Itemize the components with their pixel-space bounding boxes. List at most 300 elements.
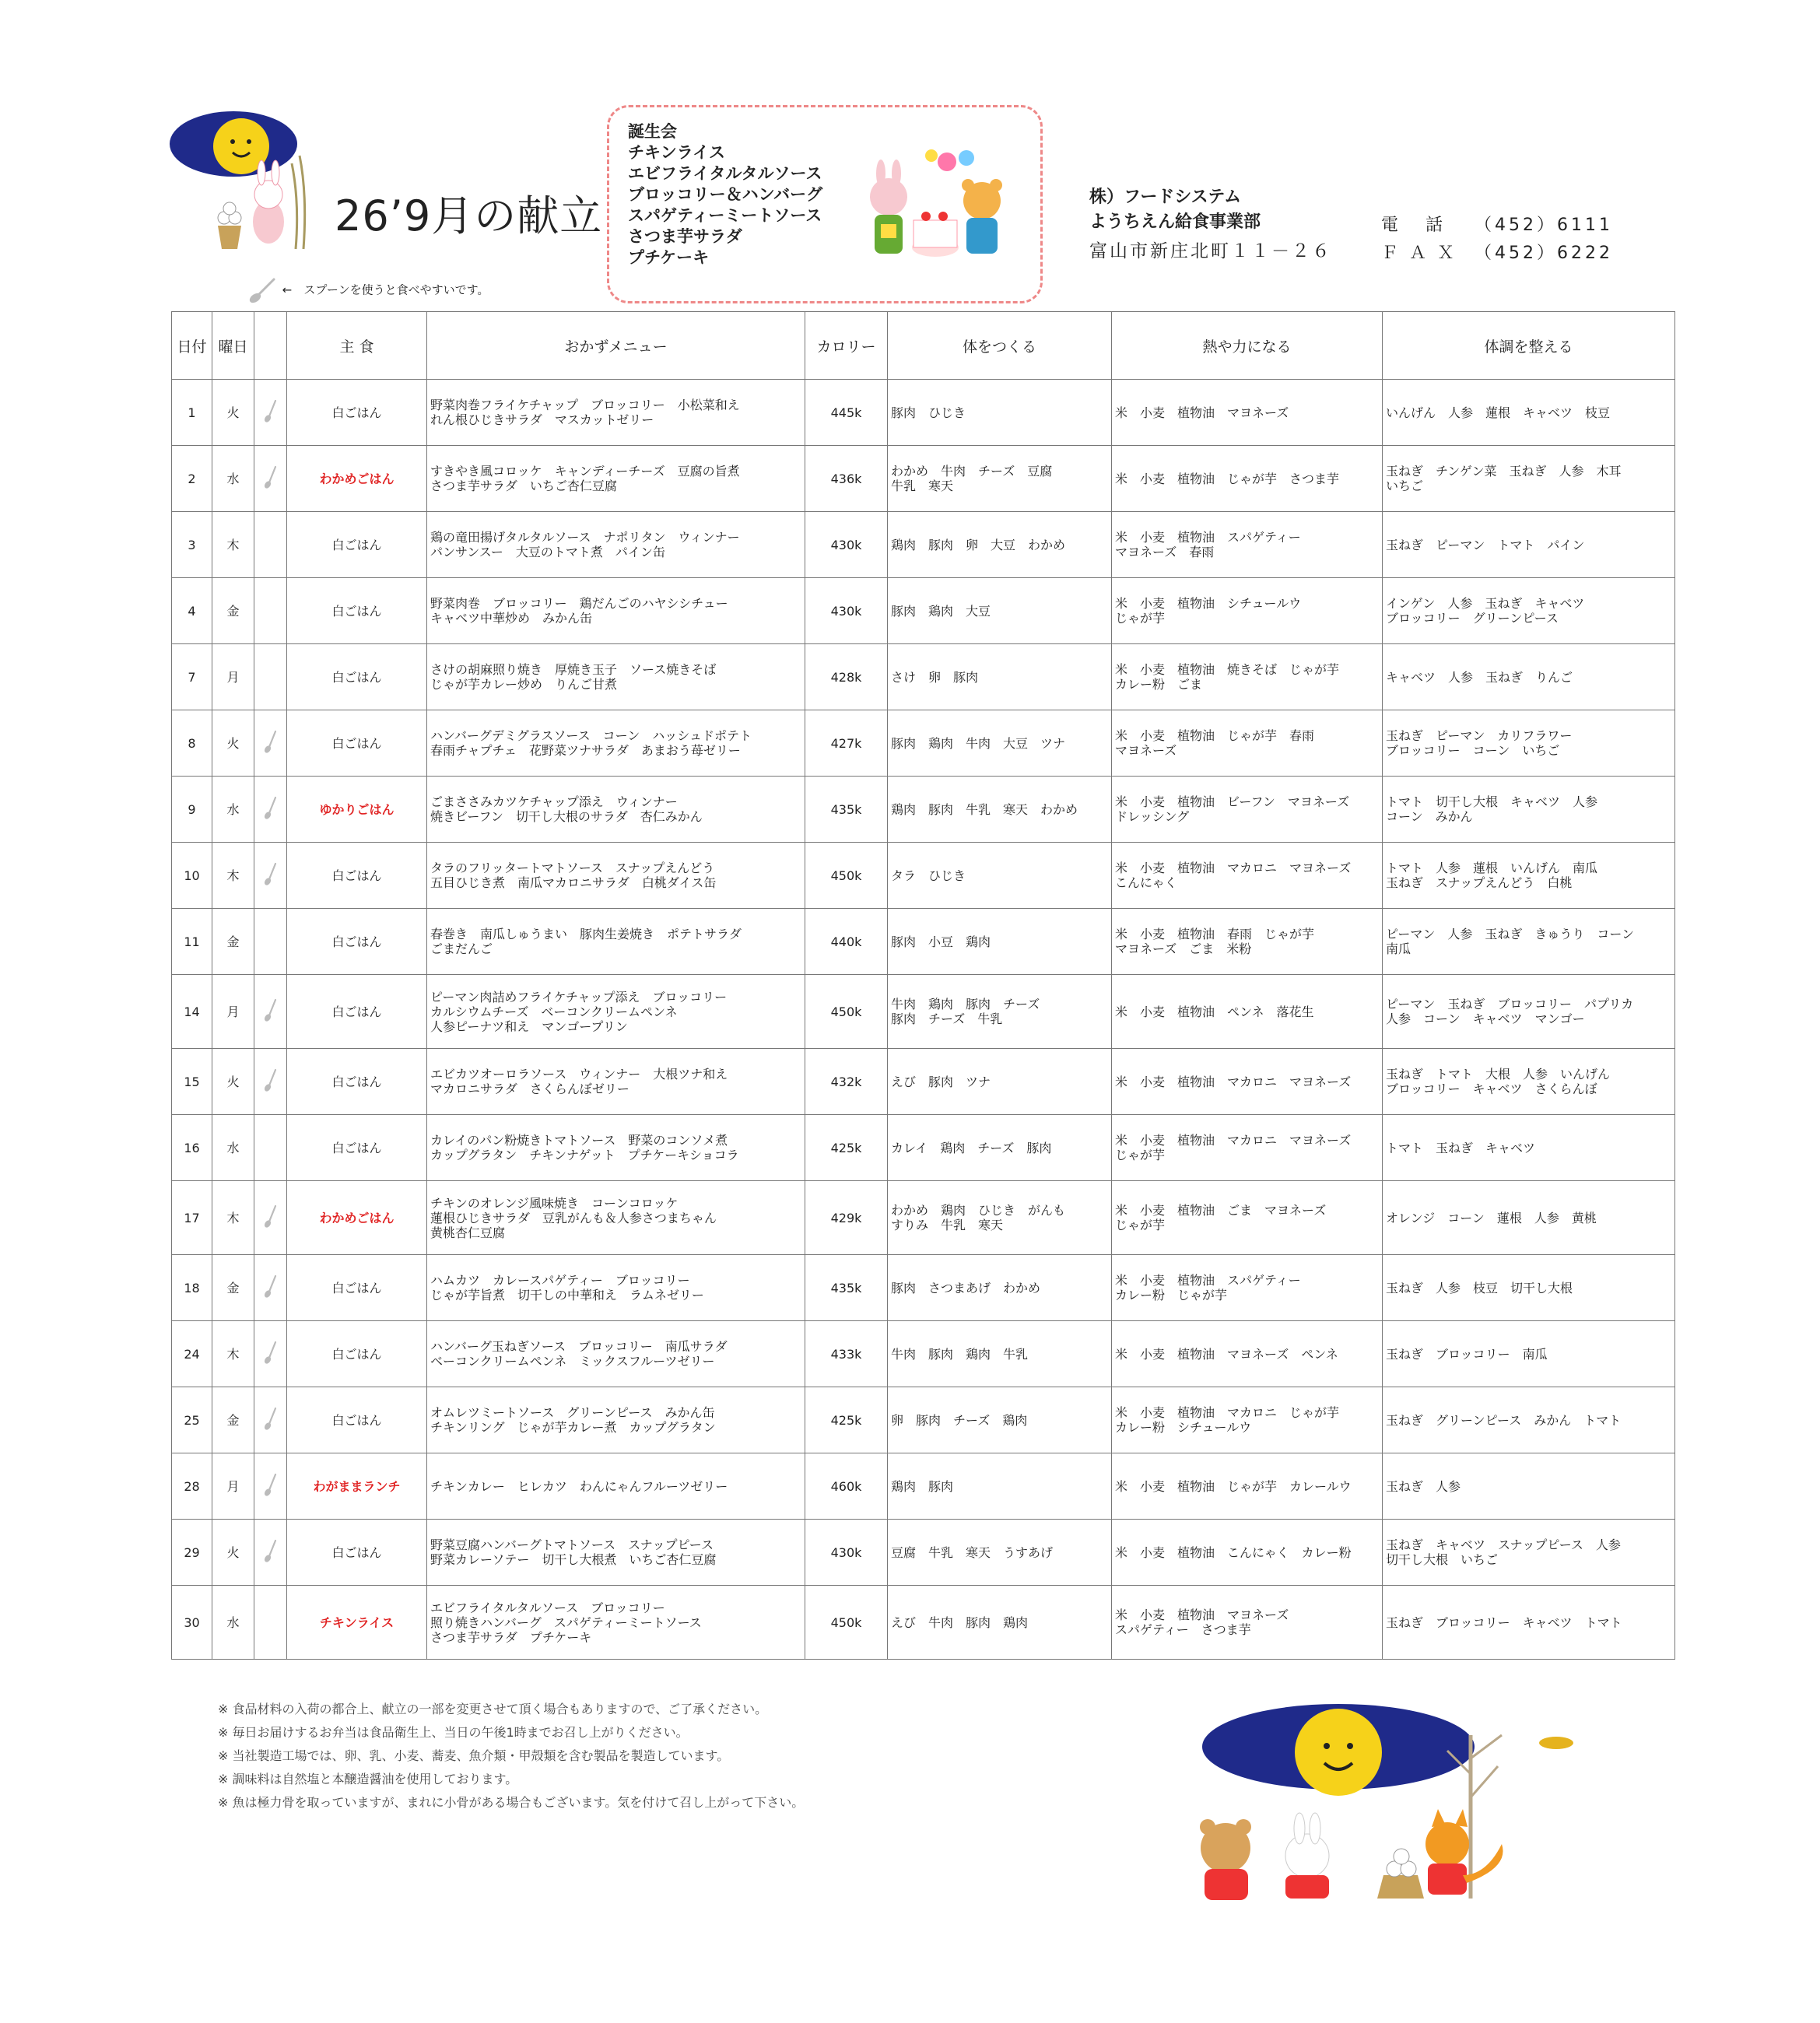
col-header-energy: 熱や力になる bbox=[1112, 312, 1383, 380]
cell-day: 17 bbox=[172, 1181, 212, 1255]
cell-body-line: 鶏肉 豚肉 卵 大豆 わかめ bbox=[891, 537, 1066, 552]
cell-body bbox=[888, 512, 1112, 578]
table-row bbox=[172, 710, 1675, 777]
cell-spoon bbox=[254, 1255, 287, 1321]
cell-calorie: 435k bbox=[805, 1255, 888, 1321]
cell-dishes-line: 照り焼きハンバーグ スパゲティーミートソース bbox=[430, 1615, 702, 1630]
rabbit-dango-illustration bbox=[210, 140, 319, 257]
table-row bbox=[172, 1520, 1675, 1586]
cell-dishes bbox=[427, 578, 805, 644]
fax-row bbox=[1381, 240, 1613, 268]
cell-energy bbox=[1112, 909, 1383, 975]
menu-table bbox=[171, 311, 1675, 1660]
cell-condition bbox=[1383, 578, 1675, 644]
cell-day: 8 bbox=[172, 710, 212, 777]
company-name: 株）フードシステム bbox=[1089, 188, 1242, 207]
cell-body-line: さけ 卵 豚肉 bbox=[891, 669, 979, 685]
spoon-icon bbox=[262, 875, 279, 890]
cell-dishes-line: 焼きビーフン 切干し大根のサラダ 杏仁みかん bbox=[430, 809, 703, 824]
cell-main-dish: 白ごはん bbox=[287, 644, 427, 710]
cell-energy bbox=[1112, 446, 1383, 512]
cell-spoon bbox=[254, 644, 287, 710]
fax-label: ＦＡＸ bbox=[1381, 244, 1466, 263]
cell-day: 15 bbox=[172, 1049, 212, 1115]
table-row bbox=[172, 975, 1675, 1049]
spoon-icon bbox=[262, 1552, 279, 1567]
cell-condition bbox=[1383, 710, 1675, 777]
cell-condition bbox=[1383, 1586, 1675, 1660]
cell-dishes-line: じゃが芋カレー炒め りんご甘煮 bbox=[430, 677, 618, 692]
spoon-icon bbox=[262, 1012, 279, 1026]
cell-dishes bbox=[427, 1181, 805, 1255]
cell-dishes-line: マカロニサラダ さくらんぼゼリー bbox=[430, 1082, 629, 1096]
cell-condition bbox=[1383, 446, 1675, 512]
cell-energy bbox=[1112, 1321, 1383, 1387]
cell-dishes-line: さつま芋サラダ いちご杏仁豆腐 bbox=[430, 479, 617, 493]
cell-main-dish: 白ごはん bbox=[287, 909, 427, 975]
cell-energy-line: 米 小麦 植物油 ごま マヨネーズ bbox=[1115, 1203, 1327, 1218]
cell-spoon bbox=[254, 446, 287, 512]
cell-body-line: 豚肉 小豆 鶏肉 bbox=[891, 934, 991, 949]
cell-body bbox=[888, 1586, 1112, 1660]
cell-energy-line: 米 小麦 植物油 マカロニ マヨネーズ bbox=[1115, 1133, 1352, 1148]
cell-dishes-line: チキンカレー ヒレカツ わんにゃんフルーツゼリー bbox=[430, 1478, 728, 1494]
cell-calorie: 450k bbox=[805, 843, 888, 909]
cell-energy bbox=[1112, 644, 1383, 710]
cell-condition-line: 玉ねぎ チンゲン菜 玉ねぎ 人参 木耳 bbox=[1386, 464, 1622, 479]
cell-condition-line: 玉ねぎ ピーマン トマト パイン bbox=[1386, 537, 1585, 552]
cell-weekday: 木 bbox=[212, 1181, 254, 1255]
note-line: ※ 食品材料の入荷の都合上、献立の一部を変更させて頂く場合もありますので、ご了承ください。 bbox=[218, 1702, 768, 1716]
cell-main-dish: 白ごはん bbox=[287, 1255, 427, 1321]
table-row bbox=[172, 843, 1675, 909]
cell-weekday: 月 bbox=[212, 975, 254, 1049]
cell-body bbox=[888, 380, 1112, 446]
cell-condition-line: ブロッコリー グリーンピース bbox=[1386, 611, 1559, 626]
cell-energy bbox=[1112, 1255, 1383, 1321]
cell-body bbox=[888, 1453, 1112, 1520]
moon-animals-illustration bbox=[1191, 1688, 1611, 1914]
cell-energy-line: 米 小麦 植物油 じゃが芋 さつま芋 bbox=[1115, 471, 1340, 486]
cell-energy bbox=[1112, 512, 1383, 578]
cell-weekday: 金 bbox=[212, 909, 254, 975]
cell-body bbox=[888, 777, 1112, 843]
cell-spoon bbox=[254, 1115, 287, 1181]
cell-condition-line: トマト 人参 蓮根 いんげん 南瓜 bbox=[1386, 861, 1598, 875]
cell-condition-line: ピーマン 人参 玉ねぎ きゅうり コーン bbox=[1386, 927, 1635, 941]
cell-weekday: 金 bbox=[212, 1255, 254, 1321]
col-header-dishes: おかずメニュー bbox=[427, 312, 805, 380]
cell-condition bbox=[1383, 644, 1675, 710]
col-header-body: 体をつくる bbox=[888, 312, 1112, 380]
cell-energy bbox=[1112, 710, 1383, 777]
cell-energy bbox=[1112, 1387, 1383, 1453]
cell-condition-line: 玉ねぎ キャベツ スナップピース 人参 bbox=[1386, 1537, 1621, 1552]
col-header-day: 日付 bbox=[172, 312, 212, 380]
cell-condition-line: 玉ねぎ 人参 bbox=[1386, 1478, 1461, 1494]
cell-dishes-line: 蓮根ひじきサラダ 豆乳がんも＆人参さつまちゃん bbox=[430, 1210, 717, 1225]
contact-info bbox=[1381, 212, 1613, 268]
cell-dishes-line: オムレツミートソース グリーンピース みかん缶 bbox=[430, 1405, 715, 1420]
cell-body-line: 鶏肉 豚肉 bbox=[891, 1478, 954, 1494]
cell-condition bbox=[1383, 843, 1675, 909]
cell-weekday: 火 bbox=[212, 380, 254, 446]
cell-dishes-line: ハンバーグデミグラスソース コーン ハッシュドポテト bbox=[430, 728, 752, 743]
birthday-menu-box bbox=[607, 105, 1043, 303]
cell-energy-line: じゃが芋 bbox=[1115, 1218, 1166, 1232]
cell-energy-line: 米 小麦 植物油 春雨 じゃが芋 bbox=[1115, 927, 1315, 941]
cell-main-dish: 白ごはん bbox=[287, 1115, 427, 1181]
cell-spoon bbox=[254, 1586, 287, 1660]
cell-weekday: 水 bbox=[212, 777, 254, 843]
cell-dishes-line: れん根ひじきサラダ マスカットゼリー bbox=[430, 412, 654, 427]
cell-dishes-line: 人参ピーナツ和え マンゴープリン bbox=[430, 1019, 628, 1034]
spoon-icon bbox=[262, 1288, 279, 1303]
cell-condition-line: 玉ねぎ ブロッコリー キャベツ トマト bbox=[1386, 1615, 1622, 1630]
cell-dishes-line: ハムカツ カレースパゲティー ブロッコリー bbox=[430, 1273, 690, 1288]
cell-calorie: 430k bbox=[805, 1520, 888, 1586]
cell-day: 25 bbox=[172, 1387, 212, 1453]
cell-energy-line: マヨネーズ 春雨 bbox=[1115, 545, 1215, 559]
cell-condition bbox=[1383, 909, 1675, 975]
cell-weekday: 木 bbox=[212, 1321, 254, 1387]
cell-calorie: 450k bbox=[805, 1586, 888, 1660]
cell-energy-line: マヨネーズ ごま 米粉 bbox=[1115, 941, 1252, 956]
cell-body bbox=[888, 843, 1112, 909]
cell-dishes bbox=[427, 1387, 805, 1453]
cell-body-line: わかめ 牛肉 チーズ 豆腐 bbox=[891, 464, 1053, 479]
birthday-menu-list bbox=[628, 121, 822, 268]
cell-spoon bbox=[254, 380, 287, 446]
tel-number: （452）6111 bbox=[1475, 216, 1613, 235]
col-header-main: 主 食 bbox=[287, 312, 427, 380]
cell-energy-line: 米 小麦 植物油 シチュールウ bbox=[1115, 596, 1302, 611]
table-row bbox=[172, 777, 1675, 843]
page-title: 26’9月の献立 bbox=[335, 191, 603, 240]
cell-dishes bbox=[427, 777, 805, 843]
cell-weekday: 月 bbox=[212, 1453, 254, 1520]
table-row bbox=[172, 1115, 1675, 1181]
cell-day: 30 bbox=[172, 1586, 212, 1660]
cell-dishes-line: チキンリング じゃが芋カレー煮 カップグラタン bbox=[430, 1420, 716, 1435]
spoon-icon bbox=[262, 479, 279, 493]
cell-condition bbox=[1383, 1255, 1675, 1321]
cell-spoon bbox=[254, 578, 287, 644]
cell-spoon bbox=[254, 1520, 287, 1586]
cell-dishes bbox=[427, 1049, 805, 1115]
note-line: ※ 毎日お届けするお弁当は食品衛生上、当日の午後1時までお召し上がりください。 bbox=[218, 1725, 689, 1740]
cell-condition-line: いんげん 人参 蓮根 キャベツ 枝豆 bbox=[1386, 405, 1611, 420]
birthday-menu-line: チキンライス bbox=[628, 143, 725, 162]
note-line: ※ 魚は極力骨を取っていますが、まれに小骨がある場合もございます。気を付けて召し上がって下さい。 bbox=[218, 1795, 805, 1810]
cell-body bbox=[888, 1321, 1112, 1387]
cell-calorie: 428k bbox=[805, 644, 888, 710]
birthday-menu-line: エビフライタルタルソース bbox=[628, 164, 822, 183]
cell-dishes bbox=[427, 1453, 805, 1520]
cell-calorie: 450k bbox=[805, 975, 888, 1049]
cell-energy-line: 米 小麦 植物油 ペンネ 落花生 bbox=[1115, 1004, 1314, 1019]
col-header-condition: 体調を整える bbox=[1383, 312, 1675, 380]
cell-condition-line: ブロッコリー キャベツ さくらんぼ bbox=[1386, 1082, 1597, 1096]
cell-spoon bbox=[254, 512, 287, 578]
cell-dishes-line: カップグラタン チキンナゲット プチケーキショコラ bbox=[430, 1148, 739, 1162]
cell-body bbox=[888, 1115, 1112, 1181]
cell-condition bbox=[1383, 975, 1675, 1049]
cell-day: 28 bbox=[172, 1453, 212, 1520]
cell-weekday: 火 bbox=[212, 710, 254, 777]
cell-calorie: 435k bbox=[805, 777, 888, 843]
cell-condition-line: キャベツ 人参 玉ねぎ りんご bbox=[1386, 669, 1573, 685]
table-row bbox=[172, 1181, 1675, 1255]
note-line: ※ 当社製造工場では、卵、乳、小麦、蕎麦、魚介類・甲殻類を含む製品を製造しています。 bbox=[218, 1748, 730, 1763]
cell-dishes-line: カルシウムチーズ ベーコンクリームペンネ bbox=[430, 1004, 678, 1019]
cell-condition bbox=[1383, 1321, 1675, 1387]
cell-body-line: 牛乳 寒天 bbox=[891, 479, 954, 493]
cell-day: 14 bbox=[172, 975, 212, 1049]
cell-dishes bbox=[427, 710, 805, 777]
cell-dishes-line: 野菜肉巻フライケチャップ ブロッコリー 小松菜和え bbox=[430, 398, 740, 412]
birthday-menu-line: プチケーキ bbox=[628, 248, 710, 267]
cell-dishes-line: 五目ひじき煮 南瓜マカロニサラダ 白桃ダイス缶 bbox=[430, 875, 717, 890]
cell-day: 9 bbox=[172, 777, 212, 843]
cell-body bbox=[888, 1255, 1112, 1321]
table-row bbox=[172, 578, 1675, 644]
cell-condition-line: 玉ねぎ ピーマン カリフラワー bbox=[1386, 728, 1573, 743]
cell-body-line: 豚肉 さつまあげ わかめ bbox=[891, 1280, 1041, 1295]
table-row bbox=[172, 1586, 1675, 1660]
cell-energy bbox=[1112, 1586, 1383, 1660]
cell-spoon bbox=[254, 1387, 287, 1453]
cell-energy bbox=[1112, 1520, 1383, 1586]
cell-body-line: タラ ひじき bbox=[891, 868, 966, 883]
menu-table-body bbox=[172, 380, 1675, 1660]
cell-main-dish: 白ごはん bbox=[287, 578, 427, 644]
cell-dishes bbox=[427, 512, 805, 578]
company-division: ようちえん給食事業部 bbox=[1089, 212, 1261, 232]
cell-energy-line: 米 小麦 植物油 スパゲティー bbox=[1115, 530, 1301, 545]
cell-spoon bbox=[254, 843, 287, 909]
cell-dishes-line: 春雨チャプチェ 花野菜ツナサラダ あまおう苺ゼリー bbox=[430, 743, 741, 758]
table-header-row bbox=[172, 312, 1675, 380]
cell-body bbox=[888, 1181, 1112, 1255]
cell-condition bbox=[1383, 1387, 1675, 1453]
cell-day: 10 bbox=[172, 843, 212, 909]
company-info bbox=[1089, 185, 1332, 265]
cell-energy-line: マヨネーズ bbox=[1115, 743, 1177, 758]
cell-energy-line: 米 小麦 植物油 マカロニ じゃが芋 bbox=[1115, 1405, 1340, 1420]
cell-dishes-line: 春巻き 南瓜しゅうまい 豚肉生姜焼き ポテトサラダ bbox=[430, 927, 742, 941]
cell-body-line: 牛肉 鶏肉 豚肉 チーズ bbox=[891, 997, 1040, 1012]
cell-energy-line: 米 小麦 植物油 マヨネーズ bbox=[1115, 1608, 1289, 1622]
cell-condition-line: ブロッコリー コーン いちご bbox=[1386, 743, 1560, 758]
cell-dishes-line: 鶏の竜田揚げタルタルソース ナポリタン ウィンナー bbox=[430, 530, 740, 545]
cell-body-line: 牛肉 豚肉 鶏肉 牛乳 bbox=[891, 1346, 1029, 1362]
cell-spoon bbox=[254, 1321, 287, 1387]
cell-condition-line: いちご bbox=[1386, 479, 1424, 493]
cell-dishes bbox=[427, 644, 805, 710]
spoon-icon bbox=[247, 276, 279, 304]
cell-weekday: 火 bbox=[212, 1520, 254, 1586]
birthday-menu-line: さつま芋サラダ bbox=[628, 227, 742, 246]
cell-condition bbox=[1383, 1520, 1675, 1586]
birthday-menu-line: 誕生会 bbox=[628, 122, 677, 141]
cell-energy bbox=[1112, 1181, 1383, 1255]
spoon-icon bbox=[262, 1486, 279, 1501]
cell-dishes-line: ハンバーグ玉ねぎソース ブロッコリー 南瓜サラダ bbox=[430, 1339, 728, 1354]
col-header-calorie: カロリー bbox=[805, 312, 888, 380]
cell-energy-line: 米 小麦 植物油 ビーフン マヨネーズ bbox=[1115, 794, 1350, 809]
cell-dishes bbox=[427, 909, 805, 975]
cell-energy bbox=[1112, 843, 1383, 909]
cell-energy-line: カレー粉 ごま bbox=[1115, 677, 1203, 692]
spoon-icon bbox=[262, 1082, 279, 1096]
cell-condition bbox=[1383, 380, 1675, 446]
cell-dishes bbox=[427, 446, 805, 512]
cell-dishes bbox=[427, 1115, 805, 1181]
cell-energy bbox=[1112, 1049, 1383, 1115]
cell-main-dish: 白ごはん bbox=[287, 512, 427, 578]
cell-body-line: カレイ 鶏肉 チーズ 豚肉 bbox=[891, 1140, 1052, 1155]
cell-dishes-line: パンサンスー 大豆のトマト煮 パイン缶 bbox=[430, 545, 665, 559]
cell-energy bbox=[1112, 975, 1383, 1049]
cell-day: 3 bbox=[172, 512, 212, 578]
cell-day: 4 bbox=[172, 578, 212, 644]
cell-weekday: 水 bbox=[212, 1586, 254, 1660]
table-row bbox=[172, 1321, 1675, 1387]
cell-dishes bbox=[427, 1520, 805, 1586]
cell-dishes-line: じゃが芋旨煮 切干しの中華和え ラムネゼリー bbox=[430, 1288, 704, 1303]
cell-main-dish: わがままランチ bbox=[287, 1453, 427, 1520]
cell-condition-line: インゲン 人参 玉ねぎ キャベツ bbox=[1386, 596, 1585, 611]
cell-dishes-line: すきやき風コロッケ キャンディーチーズ 豆腐の旨煮 bbox=[430, 464, 740, 479]
cell-energy-line: カレー粉 シチュールウ bbox=[1115, 1420, 1252, 1435]
cell-weekday: 水 bbox=[212, 446, 254, 512]
note-line: ※ 調味料は自然塩と本醸造醤油を使用しております。 bbox=[218, 1772, 518, 1786]
cell-body-line: すりみ 牛乳 寒天 bbox=[891, 1218, 1004, 1232]
cell-main-dish: 白ごはん bbox=[287, 1387, 427, 1453]
cell-energy-line: じゃが芋 bbox=[1115, 611, 1166, 626]
cell-body bbox=[888, 710, 1112, 777]
cell-condition-line: トマト 切干し大根 キャベツ 人参 bbox=[1386, 794, 1598, 809]
cell-condition-line: 人参 コーン キャベツ マンゴー bbox=[1386, 1012, 1585, 1026]
cell-spoon bbox=[254, 777, 287, 843]
cell-calorie: 425k bbox=[805, 1387, 888, 1453]
cell-dishes bbox=[427, 1586, 805, 1660]
cell-condition-line: トマト 玉ねぎ キャベツ bbox=[1386, 1140, 1536, 1155]
cell-condition-line: ピーマン 玉ねぎ ブロッコリー パプリカ bbox=[1386, 997, 1634, 1012]
birthday-party-illustration bbox=[857, 138, 1013, 275]
cell-condition bbox=[1383, 512, 1675, 578]
cell-weekday: 金 bbox=[212, 1387, 254, 1453]
cell-weekday: 火 bbox=[212, 1049, 254, 1115]
table-row bbox=[172, 909, 1675, 975]
cell-main-dish: わかめごはん bbox=[287, 1181, 427, 1255]
spoon-note-text: ← スプーンを使うと食べやすいです。 bbox=[282, 282, 489, 297]
cell-dishes-line: 黄桃杏仁豆腐 bbox=[430, 1225, 506, 1240]
cell-energy-line: 米 小麦 植物油 じゃが芋 春雨 bbox=[1115, 728, 1315, 743]
table-row bbox=[172, 1387, 1675, 1453]
cell-condition bbox=[1383, 777, 1675, 843]
cell-energy-line: 米 小麦 植物油 マヨネーズ ペンネ bbox=[1115, 1346, 1338, 1362]
cell-dishes bbox=[427, 1255, 805, 1321]
cell-day: 24 bbox=[172, 1321, 212, 1387]
cell-calorie: 430k bbox=[805, 578, 888, 644]
cell-weekday: 木 bbox=[212, 512, 254, 578]
cell-day: 16 bbox=[172, 1115, 212, 1181]
cell-spoon bbox=[254, 1049, 287, 1115]
cell-energy bbox=[1112, 578, 1383, 644]
cell-dishes-line: エビフライタルタルソース ブロッコリー bbox=[430, 1600, 665, 1615]
cell-body-line: わかめ 鶏肉 ひじき がんも bbox=[891, 1203, 1066, 1218]
cell-main-dish: 白ごはん bbox=[287, 710, 427, 777]
cell-body bbox=[888, 1387, 1112, 1453]
cell-dishes-line: タラのフリッタートマトソース スナップえんどう bbox=[430, 861, 715, 875]
cell-dishes-line: 野菜豆腐ハンバーグトマトソース スナップピース bbox=[430, 1537, 714, 1552]
cell-body bbox=[888, 446, 1112, 512]
cell-weekday: 月 bbox=[212, 644, 254, 710]
cell-energy-line: 米 小麦 植物油 じゃが芋 カレールウ bbox=[1115, 1478, 1352, 1494]
spoon-note bbox=[247, 276, 489, 304]
cell-energy-line: ドレッシング bbox=[1115, 809, 1190, 824]
cell-energy-line: カレー粉 じゃが芋 bbox=[1115, 1288, 1228, 1303]
cell-day: 2 bbox=[172, 446, 212, 512]
spoon-icon bbox=[262, 412, 279, 427]
table-row bbox=[172, 380, 1675, 446]
cell-dishes-line: 野菜カレーソテー 切干し大根煮 いちご杏仁豆腐 bbox=[430, 1552, 717, 1567]
cell-energy-line: 米 小麦 植物油 マカロニ マヨネーズ bbox=[1115, 1074, 1352, 1089]
cell-energy-line: 米 小麦 植物油 こんにゃく カレー粉 bbox=[1115, 1544, 1352, 1560]
birthday-menu-line: スパゲティーミートソース bbox=[628, 206, 822, 225]
cell-main-dish: 白ごはん bbox=[287, 1321, 427, 1387]
cell-body-line: 豚肉 鶏肉 大豆 bbox=[891, 603, 991, 619]
cell-dishes-line: ピーマン肉詰めフライケチャップ添え ブロッコリー bbox=[430, 989, 728, 1004]
cell-energy-line: じゃが芋 bbox=[1115, 1148, 1166, 1162]
cell-condition bbox=[1383, 1453, 1675, 1520]
cell-body bbox=[888, 975, 1112, 1049]
cell-weekday: 水 bbox=[212, 1115, 254, 1181]
cell-calorie: 445k bbox=[805, 380, 888, 446]
cell-body bbox=[888, 1520, 1112, 1586]
cell-spoon bbox=[254, 909, 287, 975]
spoon-icon bbox=[262, 743, 279, 758]
cell-condition-line: 切干し大根 いちご bbox=[1386, 1552, 1499, 1567]
cell-weekday: 金 bbox=[212, 578, 254, 644]
cell-calorie: 430k bbox=[805, 512, 888, 578]
table-row bbox=[172, 1255, 1675, 1321]
cell-body-line: えび 牛肉 豚肉 鶏肉 bbox=[891, 1615, 1029, 1630]
cell-body-line: 豚肉 ひじき bbox=[891, 405, 966, 420]
cell-energy bbox=[1112, 1453, 1383, 1520]
cell-calorie: 433k bbox=[805, 1321, 888, 1387]
cell-weekday: 木 bbox=[212, 843, 254, 909]
spoon-icon bbox=[262, 1354, 279, 1369]
cell-spoon bbox=[254, 1453, 287, 1520]
cell-body-line: 卵 豚肉 チーズ 鶏肉 bbox=[891, 1412, 1028, 1428]
cell-energy-line: こんにゃく bbox=[1115, 875, 1177, 890]
birthday-menu-line: ブロッコリー＆ハンバーグ bbox=[628, 185, 823, 204]
cell-dishes-line: チキンのオレンジ風味焼き コーンコロッケ bbox=[430, 1195, 679, 1211]
cell-spoon bbox=[254, 975, 287, 1049]
cell-dishes bbox=[427, 380, 805, 446]
table-row bbox=[172, 644, 1675, 710]
cell-dishes bbox=[427, 975, 805, 1049]
cell-energy bbox=[1112, 380, 1383, 446]
cell-calorie: 425k bbox=[805, 1115, 888, 1181]
cell-condition-line: 玉ねぎ スナップえんどう 白桃 bbox=[1386, 875, 1573, 890]
cell-dishes-line: ベーコンクリームペンネ ミックスフルーツゼリー bbox=[430, 1354, 715, 1369]
cell-day: 29 bbox=[172, 1520, 212, 1586]
cell-day: 11 bbox=[172, 909, 212, 975]
